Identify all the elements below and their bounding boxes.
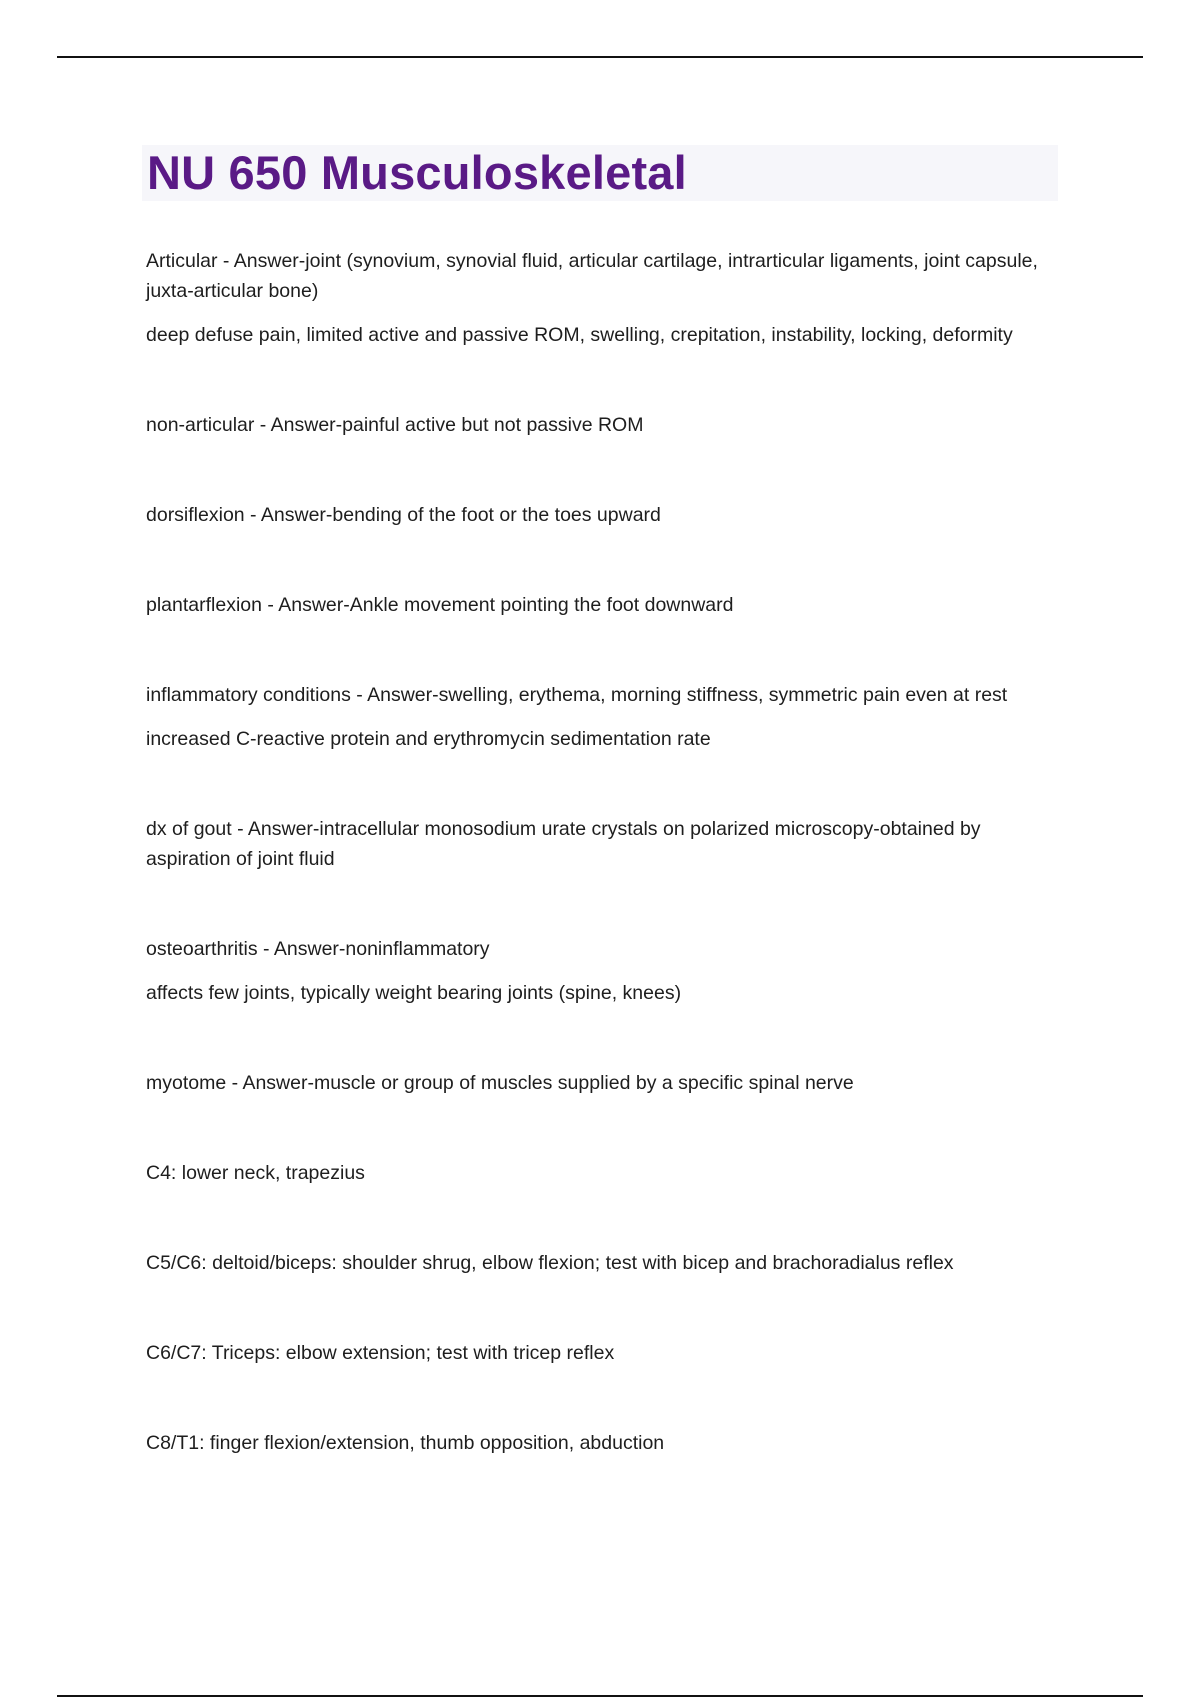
entry-text: inflammatory conditions - Answer-swelling, erythema, morning stiffness, symmetric pain even at rest [146, 684, 1008, 706]
entry-text: C8/T1: finger flexion/extension, thumb opposition, abduction [146, 1432, 665, 1454]
document-title: NU 650 Musculoskeletal [147, 146, 687, 199]
entry-dorsiflexion [146, 500, 1066, 530]
entry-text: dorsiflexion - Answer-bending of the foot or the toes upward [146, 504, 661, 526]
entry-c5-c6 [146, 1248, 1066, 1278]
entry-non-articular [146, 410, 1066, 440]
entry-text: osteoarthritis - Answer-noninflammatory [146, 938, 490, 960]
entry-c4 [146, 1158, 1066, 1188]
flashcard-list [146, 246, 1066, 1458]
entry-detail: deep defuse pain, limited active and passive ROM, swelling, crepitation, instability, locking, deformity [146, 324, 1013, 346]
entry-plantarflexion [146, 590, 1066, 620]
entry-text: Articular - Answer-joint (synovium, synovial fluid, articular cartilage, intrarticular ligaments, joint capsule, juxta-articular bone) [146, 250, 1038, 302]
entry-detail: affects few joints, typically weight bearing joints (spine, knees) [146, 982, 682, 1004]
entry-articular [146, 246, 1066, 350]
entry-c8-t1 [146, 1428, 1066, 1458]
entry-text: C5/C6: deltoid/biceps: shoulder shrug, elbow flexion; test with bicep and brachoradialus reflex [146, 1252, 954, 1274]
entry-dx-of-gout [146, 814, 1066, 874]
entry-text: non-articular - Answer-painful active but not passive ROM [146, 414, 644, 436]
entry-myotome [146, 1068, 1066, 1098]
entry-text: myotome - Answer-muscle or group of muscles supplied by a specific spinal nerve [146, 1072, 854, 1094]
entry-text: dx of gout - Answer-intracellular monosodium urate crystals on polarized microscopy-obtained by aspiration of joint fluid [146, 818, 981, 870]
entry-c6-c7 [146, 1338, 1066, 1368]
bottom-rule [57, 1695, 1143, 1697]
entry-detail: increased C-reactive protein and erythromycin sedimentation rate [146, 728, 711, 750]
entry-text: C4: lower neck, trapezius [146, 1162, 365, 1184]
entry-osteoarthritis [146, 934, 1066, 1008]
top-rule [57, 56, 1143, 58]
entry-inflammatory-conditions [146, 680, 1066, 754]
entry-text: C6/C7: Triceps: elbow extension; test with tricep reflex [146, 1342, 615, 1364]
entry-text: plantarflexion - Answer-Ankle movement pointing the foot downward [146, 594, 734, 616]
